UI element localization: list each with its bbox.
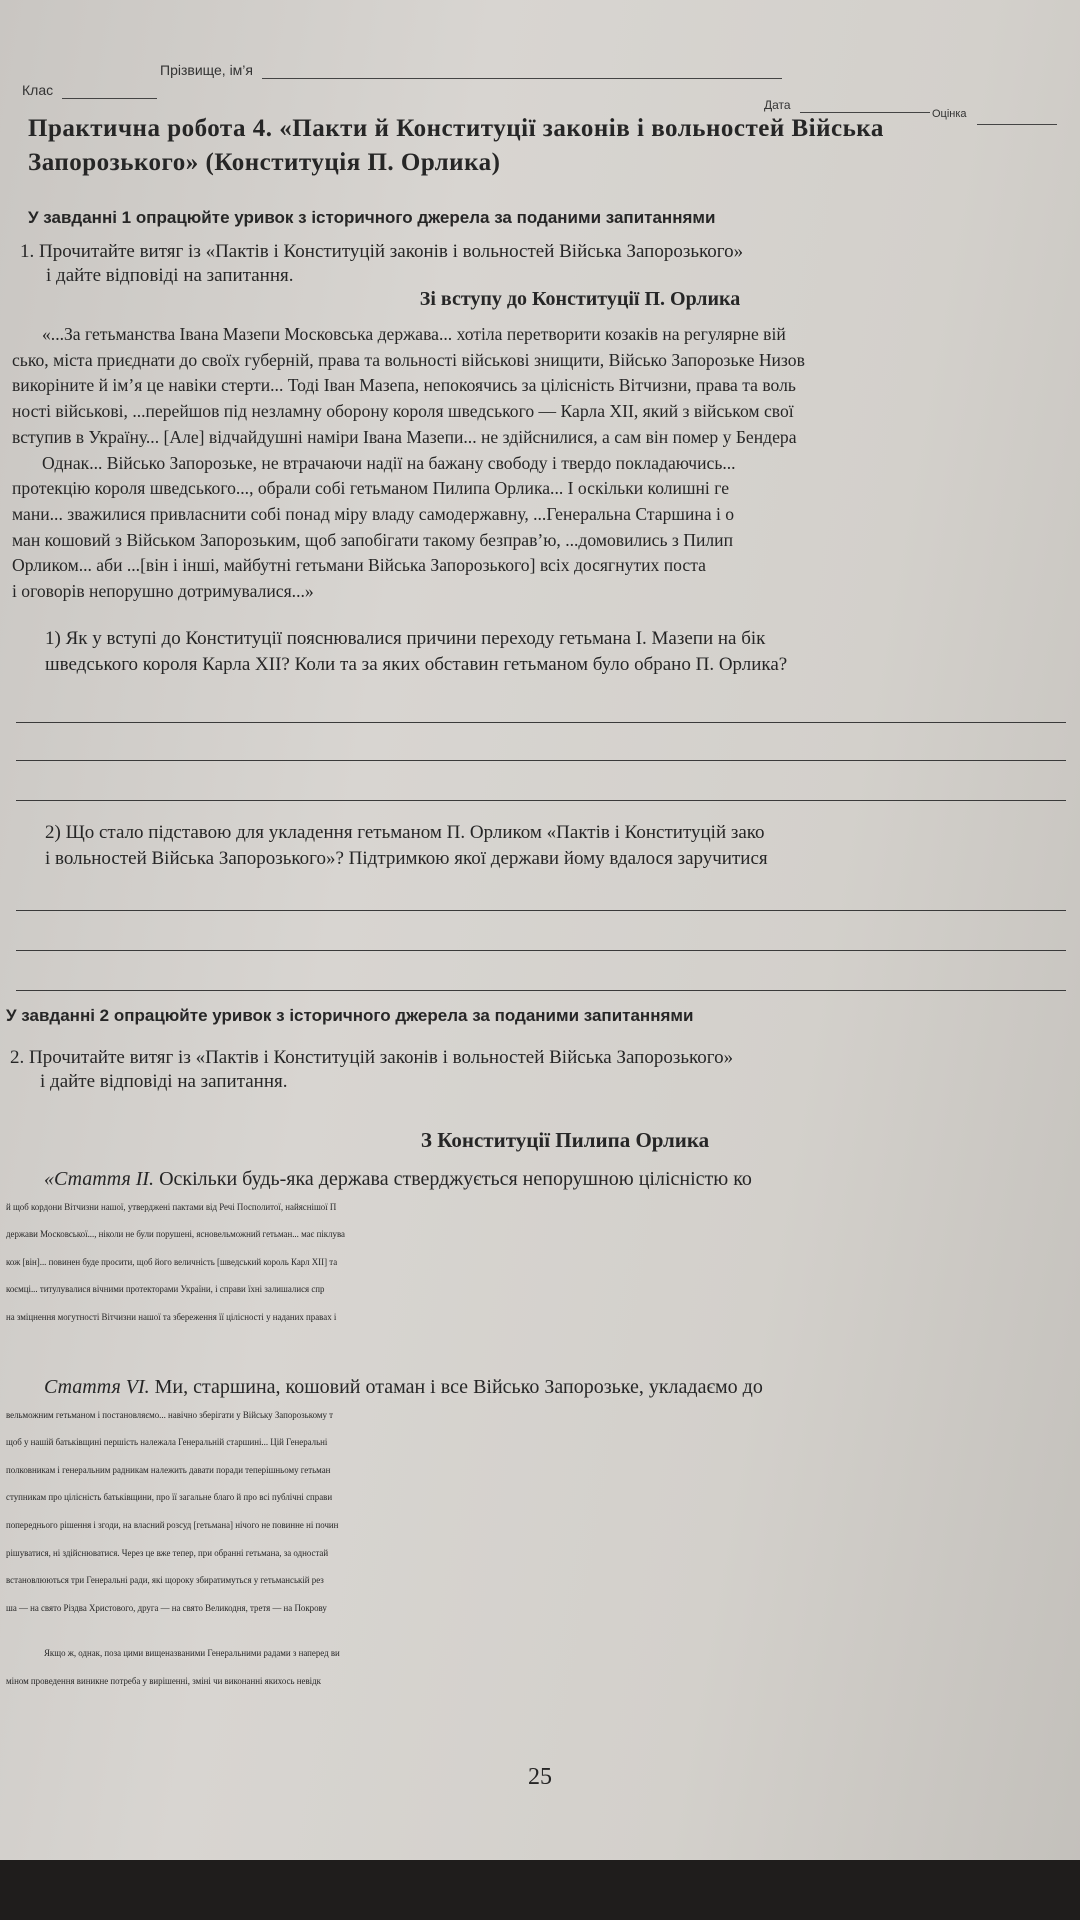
answer-line[interactable] [16, 910, 1066, 911]
excerpt-line: ності військові, ...перейшов під незламну оборону короля шведського — Карла ХІІ, який з військом свої [12, 401, 794, 422]
article-line: рішуватися, ні здійснюватися. Через це вже тепер, при обранні гетьмана, за одностай [6, 1547, 329, 1558]
article-6-label: Стаття VI. [44, 1376, 150, 1398]
task2-instruction: У завданні 2 опрацюйте уривок з історичного джерела за поданими запитаннями [6, 1006, 694, 1025]
answer-line[interactable] [16, 950, 1066, 951]
answer-line[interactable] [16, 990, 1066, 991]
article-line: Оскільки будь-яка держава стверджується непорушною цілісністю ко [159, 1168, 752, 1190]
answer-line[interactable] [16, 760, 1066, 761]
excerpt-line: вступив в Україну... [Але] відчайдушні наміри Івана Мазепи... не здійснилися, а сам він помер у Бендера [12, 426, 797, 447]
excerpt-line: і оговорів непорушно дотримувалися...» [12, 581, 314, 602]
grade-label: Оцінка [932, 108, 967, 120]
task2-excerpt-title: З Конституції Пилипа Орлика [420, 1128, 710, 1152]
article-line: на зміцнення могутності Вітчизни нашої та збереження її цілісності у наданих правах і [6, 1311, 337, 1322]
article-line: ша — на свято Різдва Христового, друга — на свято Великодня, третя — на Покрову [6, 1602, 327, 1613]
question-1-line-2: шведського короля Карла ХІІ? Коли та за яких обставин гетьманом було обрано П. Орлика? [45, 654, 788, 675]
article-line: Ми, старшина, кошовий отаман і все Військо Запорозьке, укладаємо до [154, 1376, 763, 1398]
article-line: попереднього рішення і згоди, на власний розсуд [гетьмана] нічого не повинне ні почин [6, 1519, 339, 1530]
article-6 [6, 1374, 1076, 1622]
article-line: держави Московської..., ніколи не були порушені, ясновельможний гетьман... має піклува [6, 1229, 345, 1240]
task1-prompt [20, 240, 1070, 288]
worksheet-title [28, 112, 1058, 180]
article-line: щоб у нашій батьківщині першість належала Генеральній старшині... Цій Генеральні [6, 1437, 328, 1448]
article-line: кож [він]... повинен буде просити, щоб його величність [шведський король Карл ХІІ] та [6, 1256, 338, 1267]
answer-line[interactable] [16, 722, 1066, 723]
task1-prompt-line-2: і дайте відповіді на запитання. [46, 265, 294, 286]
excerpt-line: мани... зважилися привласнити собі понад міру владу самодержавну, ...Генеральна Старшина і о [12, 503, 735, 524]
excerpt-line: Однак... Військо Запорозьке, не втрачаючи надії на бажану свободу і твердо покладаючись... [42, 452, 736, 473]
class-field[interactable] [62, 98, 157, 99]
answer-line[interactable] [16, 800, 1066, 801]
task1-instruction: У завданні 1 опрацюйте уривок з історичного джерела за поданими запитаннями [28, 208, 716, 227]
paragraph-line: міном проведення виникне потреба у вирішенні, зміні чи виконанні якихось невідк [6, 1675, 321, 1686]
title-line-1: Практична робота 4. «Пакти й Конституції законів і вольностей Війська [28, 115, 884, 142]
name-field[interactable] [262, 78, 782, 79]
article-line: вельможним гетьманом і постановляємо... навічно зберігати у Війську Запорозькому т [6, 1409, 333, 1420]
task2-prompt-line-1: 2. Прочитайте витяг із «Пактів і Конституцій законів і вольностей Війська Запорозького» [10, 1047, 734, 1068]
question-2-line-1: 2) Що стало підставою для укладення гетьманом П. Орликом «Пактів і Конституцій зако [45, 822, 765, 843]
question-1 [45, 626, 1075, 678]
excerpt-line: сько, міста приєднати до своїх губерній, права та вольності військові знищити, Військо Запорозьке Низов [12, 349, 805, 370]
article-line: ступникам про цілісність батьківщини, про її загальне благо й про всі публічні справи [6, 1492, 333, 1503]
task1-prompt-line-1: 1. Прочитайте витяг із «Пактів і Конституцій законів і вольностей Війська Запорозького» [20, 241, 744, 262]
task1-excerpt-title: Зі вступу до Конституції П. Орлика [419, 288, 741, 310]
excerpt-line: протекцію короля шведського..., обрали собі гетьманом Пилипа Орлика... І оскільки колишні ге [12, 478, 730, 499]
article-line: встановлюються три Генеральні ради, які щороку збиратимуться у гетьманській рез [6, 1575, 324, 1586]
date-label: Дата [764, 98, 791, 112]
article-2-label: «Стаття ІІ. [44, 1168, 155, 1190]
background-surface [0, 1860, 1080, 1920]
task2-prompt-line-2: і дайте відповіді на запитання. [40, 1071, 288, 1092]
paragraph-line: Якщо ж, однак, поза цими вищеназваними Генеральними радами з наперед ви [44, 1648, 340, 1658]
article-line: полковникам і генеральним радникам належить давати поради теперішньому гетьман [6, 1464, 331, 1475]
class-label: Клас [22, 82, 54, 98]
name-label: Прізвище, ім’я [160, 62, 253, 78]
task1-excerpt [12, 322, 1072, 605]
excerpt-line: викоріните й ім’я це навіки стерти... Тоді Іван Мазепа, непокоячись за цілісність Вітчизни, права та воль [12, 375, 796, 396]
closing-paragraph [6, 1640, 1076, 1695]
question-2-line-2: і вольностей Війська Запорозького»? Підтримкою якої держави йому вдалося заручитися [45, 848, 768, 869]
page-number: 25 [528, 1764, 552, 1790]
excerpt-line: Орликом... аби ...[він і інші, майбутні гетьмани Війська Запорозького] всіх досягнутих поста [12, 555, 706, 576]
excerpt-line: ман кошовий з Військом Запорозьким, щоб запобігати такому безправ’ю, ...домовились з Пилип [12, 529, 733, 550]
question-1-line-1: 1) Як у вступі до Конституції пояснювалися причини переходу гетьмана І. Мазепи на бік [45, 628, 766, 649]
title-line-2: Запорозького» (Конституція П. Орлика) [28, 149, 501, 176]
question-2 [45, 820, 1075, 872]
excerpt-line: «...За гетьманства Івана Мазепи Московська держава... хотіла перетворити козаків на регулярне вій [42, 324, 786, 344]
article-line: й щоб кордони Вітчизни нашої, утверджені пактами від Речі Посполитої, найяснішої П [6, 1201, 337, 1212]
article-line: коємці... титулувалися вічними протекторами України, і справи їхні залишалися спр [6, 1284, 325, 1295]
task2-prompt [10, 1046, 1060, 1094]
article-2 [6, 1166, 1076, 1332]
